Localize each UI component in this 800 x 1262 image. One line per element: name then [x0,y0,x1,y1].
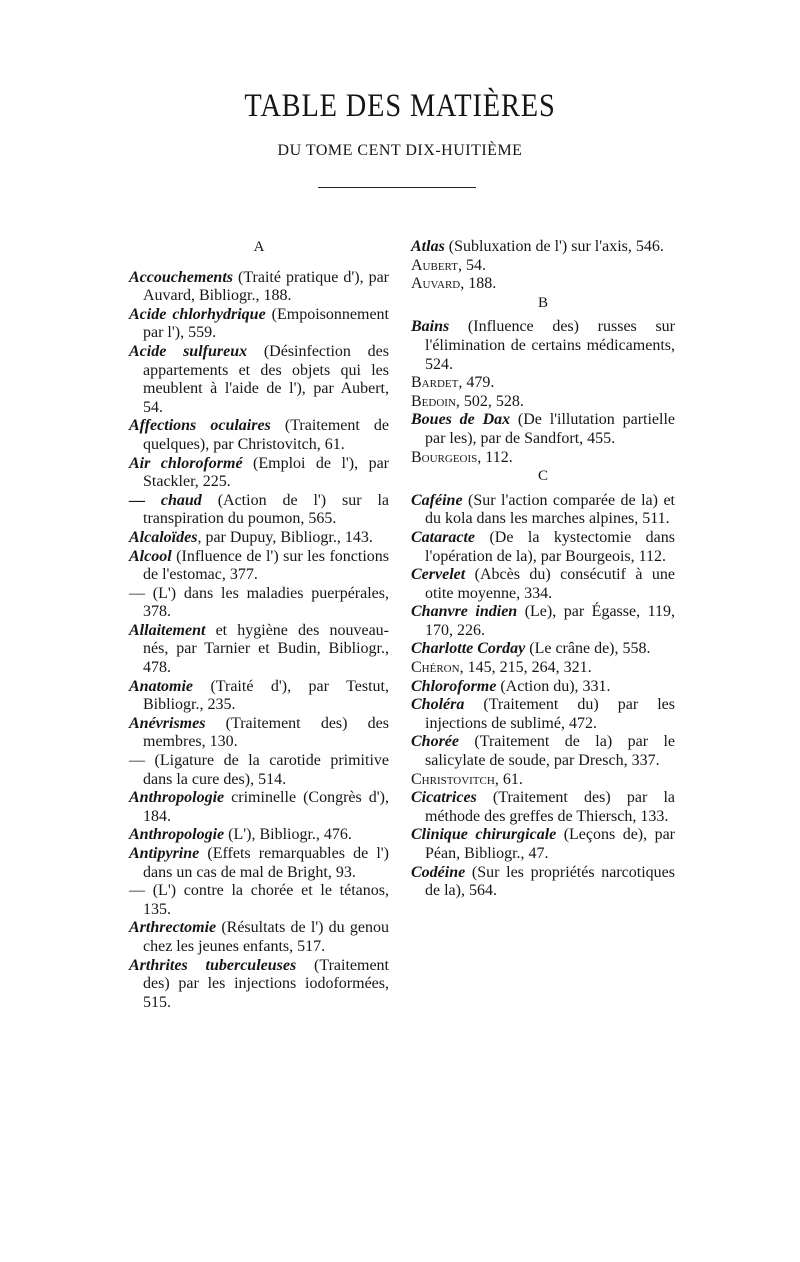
entry-author-name: Aubert [411,256,458,274]
entry-text: (Abcès du) consécutif à une otite moyenne, 334. [425,566,675,602]
entry-headword: Cataracte [411,528,475,546]
index-entry [129,417,389,454]
index-entry [129,789,389,826]
entry-headword: Boues de Dax [411,411,511,429]
entry-headword: Antipyrine [129,845,200,862]
index-entry [411,864,675,901]
index-entry [129,492,389,529]
index-entry [411,659,675,678]
entry-text: (Empoisonnement par l'), 559. [143,305,389,342]
entry-text: (Résultats de l') du genou chez les jeunes enfants, 517. [143,919,389,955]
index-entry [411,826,675,863]
entry-text: (Traitement du) par les injections de sublimé, 472. [425,696,675,732]
index-entry [411,566,675,603]
index-entry [411,789,675,826]
entry-text: (Désinfection des appartements et des objets qui les meublent à l'aide de l'), par Aubert, 54. [143,342,389,416]
entry-headword: Allaitement [129,621,206,639]
entry-text: (Le), par Égasse, 119, 170, 226. [425,603,676,639]
entry-headword: Arthrites tuberculeuses [129,956,297,974]
entry-text: (Traitement de quelques), par Christovitch, 61. [143,417,389,453]
entry-headword: Acide chlorhydrique [129,305,266,323]
entry-text: (Emploi de l'), par Stackler, 225. [143,454,390,491]
index-entry [411,238,675,257]
entry-text: (De l'illutation partielle par les), par de Sandfort, 455. [425,411,676,447]
entry-text: (Effets remarquables de l') dans un cas de mal de Bright, 93. [143,845,389,881]
index-entry [129,306,389,343]
index-entry [129,826,389,845]
entry-text: — (L') dans les maladies puerpérales, 378. [129,584,389,621]
entry-text: et hygiène des nouveau-nés, par Tarnier et Budin, Bibliogr., 478. [143,621,389,677]
entry-headword: Atlas [411,238,445,255]
entry-headword: Accouchements [129,268,233,286]
title-rule [318,187,476,188]
entry-headword: Arthrectomie [129,919,217,937]
entry-text: , 61. [494,770,523,788]
index-entry [411,696,675,733]
index-entry [129,678,389,715]
entry-headword: Cervelet [411,566,466,584]
entry-text: (Influence des) russes sur l'élimination de certains médicaments, 524. [425,318,675,373]
entry-text: (Traité d'), par Testut, Bibliogr., 235. [143,677,389,714]
index-entry [129,585,389,622]
entry-headword: Anthropologie [129,789,225,807]
index-entry [411,257,675,276]
entry-text: criminelle (Congrès d'), 184. [143,789,389,825]
entry-text: (Action du), 331. [496,677,611,695]
entry-text: , 112. [477,448,513,466]
entry-text: (Subluxation de l') sur l'axis, 546. [444,238,664,255]
entry-headword: Chorée [411,733,459,751]
index-entry [129,269,389,306]
entry-headword: Codéine [411,863,466,881]
entry-text: — (L') contre la chorée et le tétanos, 135. [129,882,389,918]
index-entry [129,715,389,752]
entry-text: (Le crâne de), 558. [525,640,651,658]
index-entry [411,374,675,393]
entry-text: , 479. [458,374,495,392]
entry-text: (Traitement de la) par le salicylate de soude, par Dresch, 337. [425,733,675,770]
entry-text: (Traitement des) des membres, 130. [143,714,389,751]
b-entry-list [411,318,675,467]
entry-text: (De la kystectomie dans l'opération de la), par Bourgeois, 112. [425,528,675,565]
index-entry [411,411,675,448]
entry-text: (Action de l') sur la transpiration du poumon, 565. [143,491,389,528]
entry-text: (Leçons de), par Péan, Bibliogr., 47. [425,826,675,862]
index-entry [411,393,675,412]
index-entry [129,455,389,492]
entry-text: (Influence de l') sur les fonctions de l'estomac, 377. [143,547,389,584]
entry-text: , 502, 528. [455,392,524,410]
index-entry [411,603,675,640]
section-letter-c: C [537,468,548,485]
index-entry [411,275,675,294]
entry-text: — (Ligature de la carotide primitive dans la cure des), 514. [129,752,389,788]
entry-text: (Sur l'action comparée de la) et du kola dans les marches alpines, 511. [425,491,675,528]
entry-headword: Clinique chirurgicale [411,826,557,844]
entry-author-name: Bourgeois [411,448,478,466]
entry-author-name: Bardet [411,374,459,392]
entry-author-name: Chéron [411,659,460,677]
entry-headword: Chloroforme [411,677,497,695]
entry-headword: Choléra [411,696,465,714]
entry-headword: Caféine [411,491,463,509]
entry-headword: Chanvre indien [411,603,518,621]
entry-headword: Acide sulfureux [129,342,248,360]
entry-headword: Anatomie [129,677,194,695]
entry-headword: Charlotte Corday [411,640,526,658]
entry-author-name: Bedoin [411,392,456,410]
entry-text: , 145, 215, 264, 321. [459,659,592,677]
index-entry [129,882,389,919]
entry-headword: Anthropologie [129,826,225,844]
page-title: TABLE DES MATIÈRES [244,88,556,124]
index-entry [129,622,389,678]
index-entry [129,957,389,1013]
entry-headword: Air chloroformé [129,454,243,472]
index-entry [129,343,389,417]
entry-headword: Cicatrices [411,789,477,807]
entry-text: , 188. [460,275,497,293]
entry-text: , par Dupuy, Bibliogr., 143. [197,528,373,546]
index-entry [129,548,389,585]
right-top-entry-list [411,238,675,294]
entry-headword: Bains [411,318,450,336]
index-entry [411,771,675,790]
left-entry-list [129,269,389,1013]
entry-text: , 54. [457,256,486,274]
index-entry [411,529,675,566]
left-column [129,238,389,1012]
index-entry [411,733,675,770]
entry-headword: Alcaloïdes [129,528,198,546]
index-entry [411,640,675,659]
entry-headword: Anévrismes [129,714,206,732]
entry-author-name: Christovitch [411,770,495,788]
index-entry [411,318,675,374]
page-subtitle: DU TOME CENT DIX-HUITIÈME [277,142,523,159]
right-column [411,238,675,901]
index-entry [411,449,675,468]
entry-headword: Affections oculaires [129,417,271,435]
entry-text: (L'), Bibliogr., 476. [224,826,352,844]
index-entry [411,678,675,697]
entry-text: (Traitement des) par les injections iodoformées, 515. [143,956,389,1011]
entry-headword: — chaud [129,491,202,509]
index-entry [411,492,675,529]
entry-text: (Traitement des) par la méthode des greffes de Thiersch, 133. [425,789,675,825]
c-entry-list [411,492,675,901]
index-entry [129,845,389,882]
section-letter-a: A [253,239,265,255]
index-entry [129,919,389,956]
index-entry [129,752,389,789]
section-letter-b: B [537,294,548,311]
entry-text: (Traité pratique d'), par Auvard, Bibliogr., 188. [143,268,389,305]
index-entry [129,529,389,548]
entry-text: (Sur les propriétés narcotiques de la), 564. [425,863,675,900]
entry-headword: Alcool [129,547,172,565]
entry-author-name: Auvard [411,275,461,293]
